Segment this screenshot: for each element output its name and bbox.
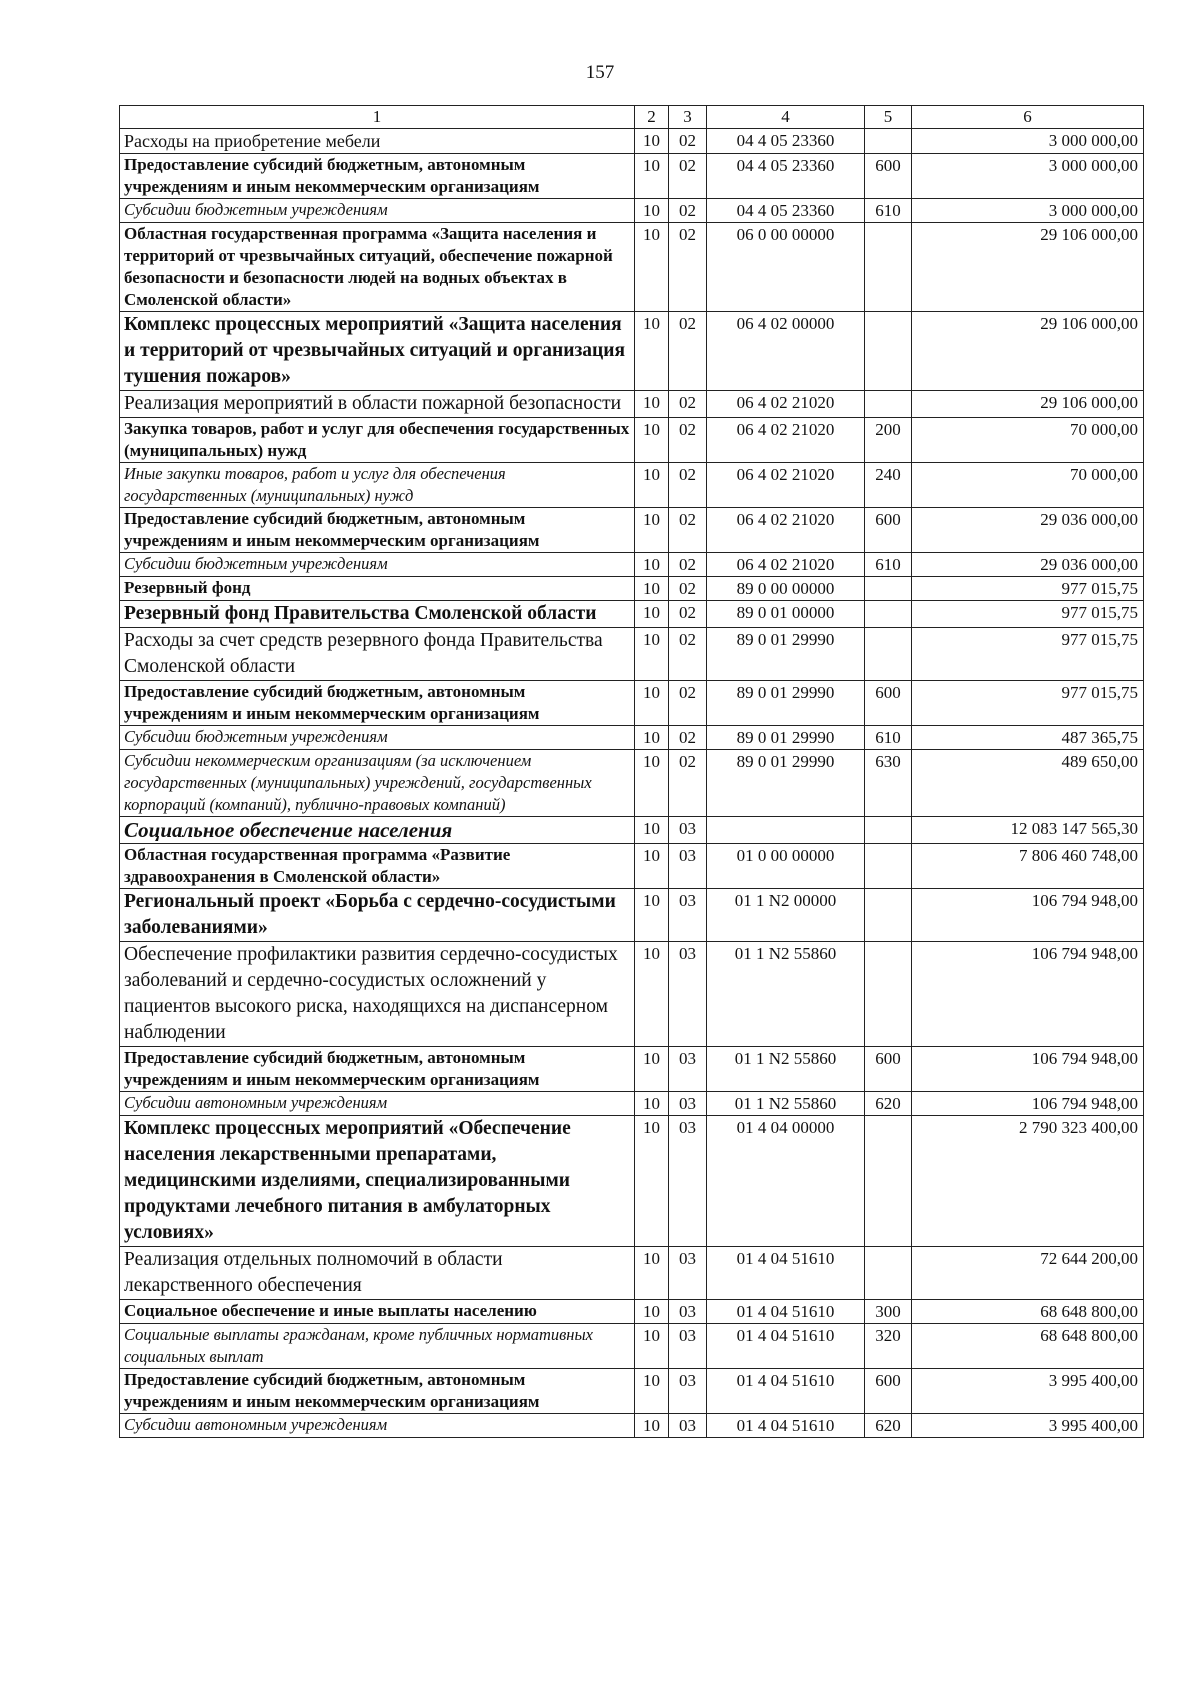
row-section-cell: 10 <box>635 129 669 154</box>
table-row <box>120 750 1144 817</box>
table-row <box>120 1369 1144 1414</box>
row-section-cell: 10 <box>635 601 669 628</box>
column-header: 3 <box>669 106 707 129</box>
row-name-cell: Расходы за счет средств резервного фонда Правительства Смоленской области <box>120 628 635 681</box>
table-row <box>120 1047 1144 1092</box>
row-subsection-cell: 02 <box>669 312 707 391</box>
row-type-cell: 600 <box>865 154 912 199</box>
table-row <box>120 391 1144 418</box>
row-name-cell: Реализация мероприятий в области пожарной безопасности <box>120 391 635 418</box>
table-row <box>120 553 1144 577</box>
row-name-cell: Социальное обеспечение населения <box>120 817 635 844</box>
row-name-cell: Предоставление субсидий бюджетным, автономным учреждениям и иным некоммерческим организациям <box>120 154 635 199</box>
table-row <box>120 199 1144 223</box>
row-name-cell: Субсидии автономным учреждениям <box>120 1414 635 1438</box>
row-section-cell: 10 <box>635 817 669 844</box>
row-name-cell: Областная государственная программа «Развитие здравоохранения в Смоленской области» <box>120 844 635 889</box>
row-type-cell: 610 <box>865 553 912 577</box>
row-section-cell: 10 <box>635 154 669 199</box>
row-subsection-cell: 02 <box>669 508 707 553</box>
row-section-cell: 10 <box>635 628 669 681</box>
row-name-cell: Субсидии бюджетным учреждениям <box>120 553 635 577</box>
header-row <box>120 106 1144 129</box>
row-code-cell: 89 0 01 29990 <box>707 681 865 726</box>
row-name-cell: Социальные выплаты гражданам, кроме публичных нормативных социальных выплат <box>120 1324 635 1369</box>
column-header: 4 <box>707 106 865 129</box>
row-type-cell: 300 <box>865 1300 912 1324</box>
row-name-cell: Расходы на приобретение мебели <box>120 129 635 154</box>
row-subsection-cell: 03 <box>669 1324 707 1369</box>
row-name-cell: Областная государственная программа «Защита населения и территорий от чрезвычайных ситуаций, обеспечение пожарной безопасности и безопасности людей на водных объектах в Смоленской области» <box>120 223 635 312</box>
row-code-cell: 06 4 02 21020 <box>707 418 865 463</box>
row-section-cell: 10 <box>635 889 669 942</box>
row-type-cell <box>865 129 912 154</box>
row-type-cell: 200 <box>865 418 912 463</box>
row-code-cell: 01 4 04 51610 <box>707 1414 865 1438</box>
row-code-cell <box>707 817 865 844</box>
row-name-cell: Иные закупки товаров, работ и услуг для обеспечения государственных (муниципальных) нужд <box>120 463 635 508</box>
row-code-cell: 01 0 00 00000 <box>707 844 865 889</box>
row-code-cell: 01 4 04 51610 <box>707 1369 865 1414</box>
row-code-cell: 01 1 N2 55860 <box>707 942 865 1047</box>
row-name-cell: Резервный фонд <box>120 577 635 601</box>
row-name-cell: Комплекс процессных мероприятий «Защита населения и территорий от чрезвычайных ситуаций и организация тушения пожаров» <box>120 312 635 391</box>
row-amount-cell: 29 036 000,00 <box>912 553 1144 577</box>
row-amount-cell: 3 000 000,00 <box>912 154 1144 199</box>
row-subsection-cell: 02 <box>669 199 707 223</box>
row-type-cell <box>865 391 912 418</box>
row-type-cell: 610 <box>865 726 912 750</box>
row-section-cell: 10 <box>635 1300 669 1324</box>
table-row <box>120 463 1144 508</box>
row-type-cell: 600 <box>865 1369 912 1414</box>
column-header: 1 <box>120 106 635 129</box>
row-amount-cell: 489 650,00 <box>912 750 1144 817</box>
row-subsection-cell: 02 <box>669 681 707 726</box>
row-amount-cell: 977 015,75 <box>912 628 1144 681</box>
row-code-cell: 06 0 00 00000 <box>707 223 865 312</box>
row-code-cell: 89 0 01 29990 <box>707 750 865 817</box>
row-section-cell: 10 <box>635 312 669 391</box>
row-code-cell: 06 4 02 21020 <box>707 463 865 508</box>
row-section-cell: 10 <box>635 418 669 463</box>
row-section-cell: 10 <box>635 681 669 726</box>
row-code-cell: 01 4 04 51610 <box>707 1324 865 1369</box>
row-section-cell: 10 <box>635 1047 669 1092</box>
row-name-cell: Социальное обеспечение и иные выплаты населению <box>120 1300 635 1324</box>
column-header: 2 <box>635 106 669 129</box>
row-subsection-cell: 02 <box>669 750 707 817</box>
row-amount-cell: 106 794 948,00 <box>912 1092 1144 1116</box>
row-type-cell <box>865 1247 912 1300</box>
row-amount-cell: 106 794 948,00 <box>912 942 1144 1047</box>
row-type-cell <box>865 312 912 391</box>
row-type-cell: 630 <box>865 750 912 817</box>
row-name-cell: Субсидии бюджетным учреждениям <box>120 199 635 223</box>
row-type-cell <box>865 942 912 1047</box>
row-amount-cell: 977 015,75 <box>912 577 1144 601</box>
row-section-cell: 10 <box>635 223 669 312</box>
row-code-cell: 06 4 02 00000 <box>707 312 865 391</box>
table-row <box>120 942 1144 1047</box>
row-code-cell: 04 4 05 23360 <box>707 199 865 223</box>
row-type-cell: 610 <box>865 199 912 223</box>
row-subsection-cell: 02 <box>669 553 707 577</box>
row-subsection-cell: 02 <box>669 418 707 463</box>
row-amount-cell: 29 036 000,00 <box>912 508 1144 553</box>
row-name-cell: Закупка товаров, работ и услуг для обеспечения государственных (муниципальных) нужд <box>120 418 635 463</box>
row-amount-cell: 977 015,75 <box>912 681 1144 726</box>
row-section-cell: 10 <box>635 750 669 817</box>
table-row <box>120 628 1144 681</box>
table-row <box>120 1414 1144 1438</box>
row-code-cell: 06 4 02 21020 <box>707 508 865 553</box>
row-code-cell: 01 4 04 00000 <box>707 1116 865 1247</box>
row-section-cell: 10 <box>635 1324 669 1369</box>
row-subsection-cell: 03 <box>669 889 707 942</box>
row-section-cell: 10 <box>635 553 669 577</box>
row-amount-cell: 29 106 000,00 <box>912 312 1144 391</box>
row-section-cell: 10 <box>635 1414 669 1438</box>
row-section-cell: 10 <box>635 1369 669 1414</box>
row-amount-cell: 3 995 400,00 <box>912 1369 1144 1414</box>
row-section-cell: 10 <box>635 726 669 750</box>
table-row <box>120 601 1144 628</box>
row-amount-cell: 7 806 460 748,00 <box>912 844 1144 889</box>
row-name-cell: Предоставление субсидий бюджетным, автономным учреждениям и иным некоммерческим организациям <box>120 508 635 553</box>
table-row <box>120 508 1144 553</box>
row-amount-cell: 106 794 948,00 <box>912 889 1144 942</box>
row-subsection-cell: 02 <box>669 628 707 681</box>
table-row <box>120 726 1144 750</box>
page-number: 157 <box>585 62 615 83</box>
row-section-cell: 10 <box>635 1247 669 1300</box>
row-subsection-cell: 03 <box>669 1369 707 1414</box>
row-type-cell: 600 <box>865 681 912 726</box>
row-code-cell: 04 4 05 23360 <box>707 129 865 154</box>
table-row <box>120 154 1144 199</box>
row-type-cell: 600 <box>865 508 912 553</box>
row-code-cell: 01 1 N2 55860 <box>707 1047 865 1092</box>
row-code-cell: 06 4 02 21020 <box>707 391 865 418</box>
row-amount-cell: 29 106 000,00 <box>912 391 1144 418</box>
row-type-cell: 620 <box>865 1414 912 1438</box>
row-amount-cell: 3 000 000,00 <box>912 129 1144 154</box>
row-type-cell <box>865 889 912 942</box>
row-name-cell: Региональный проект «Борьба с сердечно-сосудистыми заболеваниями» <box>120 889 635 942</box>
row-subsection-cell: 03 <box>669 844 707 889</box>
row-code-cell: 06 4 02 21020 <box>707 553 865 577</box>
row-subsection-cell: 02 <box>669 726 707 750</box>
row-amount-cell: 70 000,00 <box>912 463 1144 508</box>
row-section-cell: 10 <box>635 199 669 223</box>
row-section-cell: 10 <box>635 508 669 553</box>
row-section-cell: 10 <box>635 391 669 418</box>
table-row <box>120 1092 1144 1116</box>
row-name-cell: Предоставление субсидий бюджетным, автономным учреждениям и иным некоммерческим организациям <box>120 1047 635 1092</box>
row-amount-cell: 72 644 200,00 <box>912 1247 1144 1300</box>
row-amount-cell: 487 365,75 <box>912 726 1144 750</box>
row-type-cell: 620 <box>865 1092 912 1116</box>
table-row <box>120 1116 1144 1247</box>
row-code-cell: 89 0 01 29990 <box>707 726 865 750</box>
row-code-cell: 89 0 01 29990 <box>707 628 865 681</box>
table-row <box>120 577 1144 601</box>
row-code-cell: 01 4 04 51610 <box>707 1247 865 1300</box>
column-header: 6 <box>912 106 1144 129</box>
row-subsection-cell: 03 <box>669 1300 707 1324</box>
row-subsection-cell: 02 <box>669 154 707 199</box>
row-type-cell <box>865 1116 912 1247</box>
row-subsection-cell: 02 <box>669 577 707 601</box>
row-type-cell: 240 <box>865 463 912 508</box>
table-row <box>120 817 1144 844</box>
table-row <box>120 844 1144 889</box>
row-type-cell <box>865 817 912 844</box>
table-row <box>120 129 1144 154</box>
row-section-cell: 10 <box>635 577 669 601</box>
row-subsection-cell: 03 <box>669 817 707 844</box>
row-subsection-cell: 02 <box>669 463 707 508</box>
table-row <box>120 1300 1144 1324</box>
row-amount-cell: 3 995 400,00 <box>912 1414 1144 1438</box>
row-amount-cell: 29 106 000,00 <box>912 223 1144 312</box>
table-row <box>120 681 1144 726</box>
row-section-cell: 10 <box>635 942 669 1047</box>
row-name-cell: Резервный фонд Правительства Смоленской области <box>120 601 635 628</box>
row-section-cell: 10 <box>635 1116 669 1247</box>
row-amount-cell: 2 790 323 400,00 <box>912 1116 1144 1247</box>
row-code-cell: 01 4 04 51610 <box>707 1300 865 1324</box>
row-name-cell: Субсидии некоммерческим организациям (за исключением государственных (муниципальных) учреждений, государственных корпораций (компаний), публично-правовых компаний) <box>120 750 635 817</box>
row-amount-cell: 68 648 800,00 <box>912 1300 1144 1324</box>
row-name-cell: Субсидии автономным учреждениям <box>120 1092 635 1116</box>
row-amount-cell: 3 000 000,00 <box>912 199 1144 223</box>
row-subsection-cell: 03 <box>669 1092 707 1116</box>
row-subsection-cell: 02 <box>669 601 707 628</box>
row-amount-cell: 68 648 800,00 <box>912 1324 1144 1369</box>
row-subsection-cell: 02 <box>669 391 707 418</box>
row-subsection-cell: 02 <box>669 129 707 154</box>
row-code-cell: 04 4 05 23360 <box>707 154 865 199</box>
row-subsection-cell: 03 <box>669 942 707 1047</box>
row-name-cell: Предоставление субсидий бюджетным, автономным учреждениям и иным некоммерческим организациям <box>120 1369 635 1414</box>
row-amount-cell: 977 015,75 <box>912 601 1144 628</box>
row-name-cell: Субсидии бюджетным учреждениям <box>120 726 635 750</box>
row-name-cell: Комплекс процессных мероприятий «Обеспечение населения лекарственными препаратами, медицинскими изделиями, специализированными продуктами лечебного питания в амбулаторных условиях» <box>120 1116 635 1247</box>
table-row <box>120 889 1144 942</box>
table-row <box>120 418 1144 463</box>
row-name-cell: Обеспечение профилактики развития сердечно-сосудистых заболеваний и сердечно-сосудистых осложнений у пациентов высокого риска, находящихся на диспансерном наблюдении <box>120 942 635 1047</box>
row-code-cell: 89 0 01 00000 <box>707 601 865 628</box>
row-section-cell: 10 <box>635 844 669 889</box>
budget-table <box>119 105 1144 1438</box>
row-type-cell <box>865 628 912 681</box>
table-row <box>120 223 1144 312</box>
row-subsection-cell: 03 <box>669 1116 707 1247</box>
row-type-cell <box>865 577 912 601</box>
row-type-cell: 320 <box>865 1324 912 1369</box>
table-row <box>120 312 1144 391</box>
row-section-cell: 10 <box>635 463 669 508</box>
column-header: 5 <box>865 106 912 129</box>
row-subsection-cell: 03 <box>669 1047 707 1092</box>
table-body <box>120 129 1144 1438</box>
row-type-cell: 600 <box>865 1047 912 1092</box>
table-row <box>120 1324 1144 1369</box>
row-amount-cell: 106 794 948,00 <box>912 1047 1144 1092</box>
row-code-cell: 01 1 N2 55860 <box>707 1092 865 1116</box>
row-subsection-cell: 03 <box>669 1247 707 1300</box>
row-code-cell: 01 1 N2 00000 <box>707 889 865 942</box>
row-amount-cell: 70 000,00 <box>912 418 1144 463</box>
row-name-cell: Реализация отдельных полномочий в области лекарственного обеспечения <box>120 1247 635 1300</box>
row-name-cell: Предоставление субсидий бюджетным, автономным учреждениям и иным некоммерческим организациям <box>120 681 635 726</box>
row-type-cell <box>865 601 912 628</box>
row-subsection-cell: 02 <box>669 223 707 312</box>
row-amount-cell: 12 083 147 565,30 <box>912 817 1144 844</box>
row-subsection-cell: 03 <box>669 1414 707 1438</box>
row-type-cell <box>865 223 912 312</box>
row-section-cell: 10 <box>635 1092 669 1116</box>
table-row <box>120 1247 1144 1300</box>
row-code-cell: 89 0 00 00000 <box>707 577 865 601</box>
row-type-cell <box>865 844 912 889</box>
